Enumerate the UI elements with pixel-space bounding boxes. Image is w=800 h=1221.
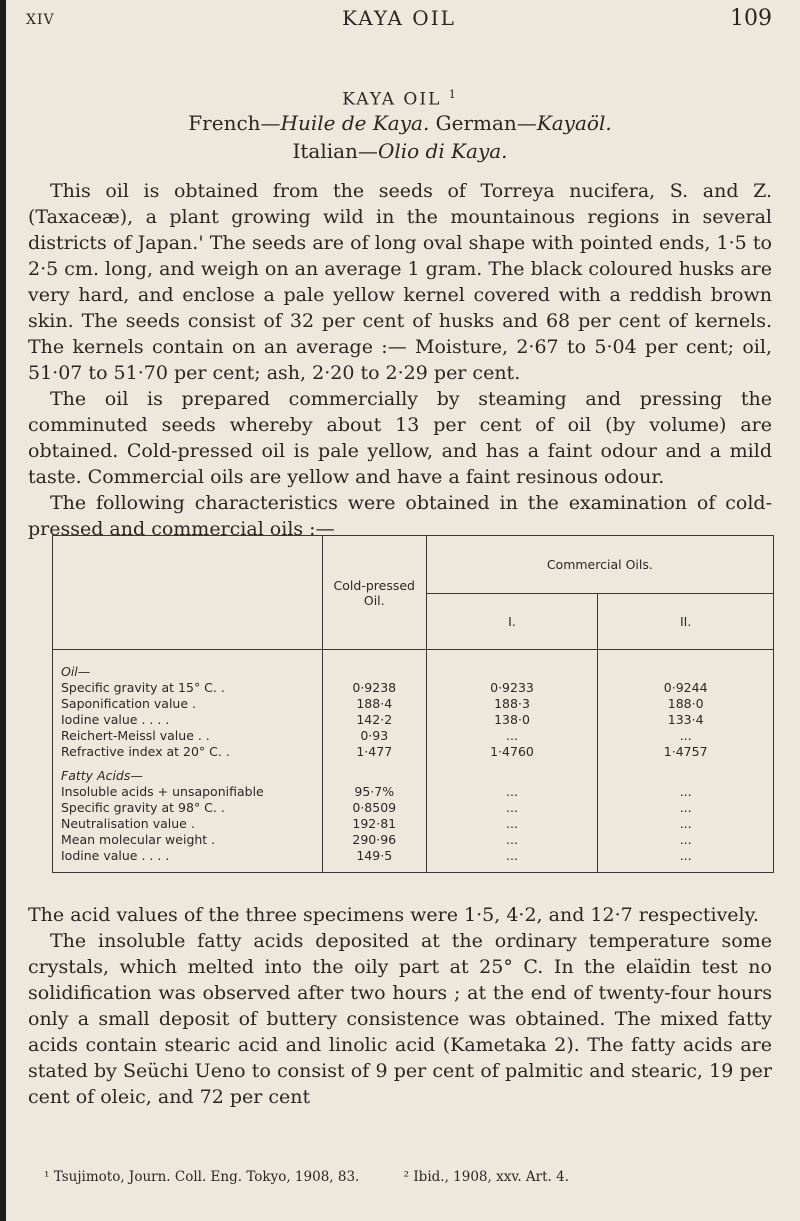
commercial-2-value: 133·4 xyxy=(667,712,704,727)
row-label: Mean molecular weight . xyxy=(61,832,216,847)
header-cold-pressed: Cold-pressed Oil. xyxy=(322,536,426,650)
commercial-2-value: 188·0 xyxy=(667,696,704,711)
footnote-2: ² Ibid., 1908, xxv. Art. 4. xyxy=(403,1169,570,1185)
commercial-2-value: ... xyxy=(679,848,692,863)
commercial-1-value: 0·9233 xyxy=(490,680,534,695)
commercial-2-value: ... xyxy=(679,816,692,831)
characteristics-table xyxy=(52,535,774,873)
german-label: German— xyxy=(435,111,537,135)
commercial-2-value: 1·4757 xyxy=(663,744,708,759)
paragraph-5: The insoluble fatty acids deposited at the ordinary temperature some crystals, which melted into the oily part at 25° C. In the elaïdin test no solidification was observed after two hours ; at the end of twenty-four hours only a small deposit of buttery consistence was obtained. The mixed fatty acids contain stearic acid and linolic acid (Kametaka 2). The fatty acids are stated by Seüchi Ueno to consist of 9 per cent of palmitic and stearic, 19 per cent of oleic, and 72 per cent xyxy=(28,930,772,1108)
category-fatty-acids: Fatty Acids— xyxy=(61,768,143,783)
commercial-1-value: ... xyxy=(506,800,518,815)
row-label: Neutralisation value . xyxy=(61,816,195,831)
italian-name: Olio di Kaya. xyxy=(377,139,508,163)
cold-value: 0·9238 xyxy=(352,680,397,695)
section-title-text: KAYA OIL xyxy=(342,89,442,110)
paragraph-1: This oil is obtained from the seeds of Torreya nucifera, S. and Z. (Taxaceæ), a plant growing wild in the mountainous regions in several districts of Japan.' The seeds are of long oval shape with pointed ends, 1·5 to 2·5 cm. long, and weigh on an average 1 gram. The black coloured husks are very hard, and enclose a pale yellow kernel covered with a reddish brown skin. The seeds consist of 32 per cent of husks and 68 per cent of kernels. The kernels contain on an average :— Moisture, 2·67 to 5·04 per cent; oil, 51·07 to 51·70 per cent; ash, 2·20 to 2·29 per cent. xyxy=(28,180,772,384)
header-commercial: Commercial Oils. xyxy=(426,536,773,594)
row-label: Iodine value . . . . xyxy=(61,712,170,727)
cold-pressed-column xyxy=(322,650,426,873)
running-title: KAYA OIL xyxy=(342,6,456,30)
page-number: 109 xyxy=(730,6,772,31)
italian-label: Italian— xyxy=(292,139,378,163)
cold-value: 1·477 xyxy=(356,744,393,759)
row-label: Reichert-Meissl value . . xyxy=(61,728,210,743)
category-oil: Oil— xyxy=(61,664,91,679)
commercial-1-value: 1·4760 xyxy=(490,744,534,759)
commercial-1-value: ... xyxy=(506,728,518,743)
german-name: Kayaöl. xyxy=(536,111,612,135)
row-label: Insoluble acids + unsaponifiable xyxy=(61,784,264,799)
commercial-2-value: ... xyxy=(679,832,692,847)
paragraph-3: The following characteristics were obtained in the examination of cold-pressed and commercial oils :— xyxy=(28,492,772,540)
cold-value: 290·96 xyxy=(352,832,397,847)
cold-value: 149·5 xyxy=(356,848,393,863)
header-commercial-1: I. xyxy=(426,594,598,650)
header-commercial-2: II. xyxy=(598,594,774,650)
paragraph-2: The oil is prepared commercially by steaming and pressing the comminuted seeds whereby about 13 per cent of oil (by volume) are obtained. Cold-pressed oil is pale yellow, and has a faint odour and a mild taste. Commercial oils are yellow and have a faint resinous odour. xyxy=(28,388,772,488)
label-column xyxy=(53,650,323,873)
foreign-names-line-2 xyxy=(0,139,800,163)
french-label: French— xyxy=(188,111,281,135)
table-corner xyxy=(53,536,323,650)
cold-value: 0·93 xyxy=(360,728,389,743)
chapter-number: XIV xyxy=(26,12,55,28)
cold-value: 95·7% xyxy=(354,784,395,799)
cold-value: 142·2 xyxy=(356,712,393,727)
french-name: Huile de Kaya. xyxy=(280,111,430,135)
commercial-2-value: ... xyxy=(679,728,692,743)
cold-value: 192·81 xyxy=(352,816,397,831)
commercial-1-value: ... xyxy=(506,848,518,863)
cold-value: 188·4 xyxy=(356,696,393,711)
commercial-1-value: ... xyxy=(506,784,518,799)
body-text-bottom xyxy=(28,902,772,1110)
commercial-1-value: ... xyxy=(506,816,518,831)
commercial-2-value: ... xyxy=(679,800,692,815)
commercial-1-value: 188·3 xyxy=(494,696,530,711)
body-text-top xyxy=(28,178,772,542)
footnote-1: ¹ Tsujimoto, Journ. Coll. Eng. Tokyo, 1908, 83. xyxy=(44,1169,360,1185)
cold-value: 0·8509 xyxy=(352,800,397,815)
row-label: Refractive index at 20° C. . xyxy=(61,744,230,759)
footnote-mark: 1 xyxy=(448,88,458,101)
row-label: Specific gravity at 98° C. . xyxy=(61,800,225,815)
commercial-1-value: 138·0 xyxy=(494,712,530,727)
commercial-1-value: ... xyxy=(506,832,518,847)
commercial-2-value: 0·9244 xyxy=(663,680,708,695)
paragraph-4: The acid values of the three specimens were 1·5, 4·2, and 12·7 respectively. xyxy=(28,904,759,926)
commercial-2-column xyxy=(598,650,774,873)
page-edge xyxy=(0,0,6,1221)
section-title xyxy=(0,88,800,110)
row-label: Iodine value . . . . xyxy=(61,848,170,863)
row-label: Specific gravity at 15° C. . xyxy=(61,680,225,695)
running-head xyxy=(26,6,772,36)
foreign-names-line-1 xyxy=(0,111,800,135)
commercial-2-value: ... xyxy=(679,784,692,799)
commercial-1-column xyxy=(426,650,598,873)
footnotes xyxy=(44,1169,774,1185)
row-label: Saponification value . xyxy=(61,696,196,711)
